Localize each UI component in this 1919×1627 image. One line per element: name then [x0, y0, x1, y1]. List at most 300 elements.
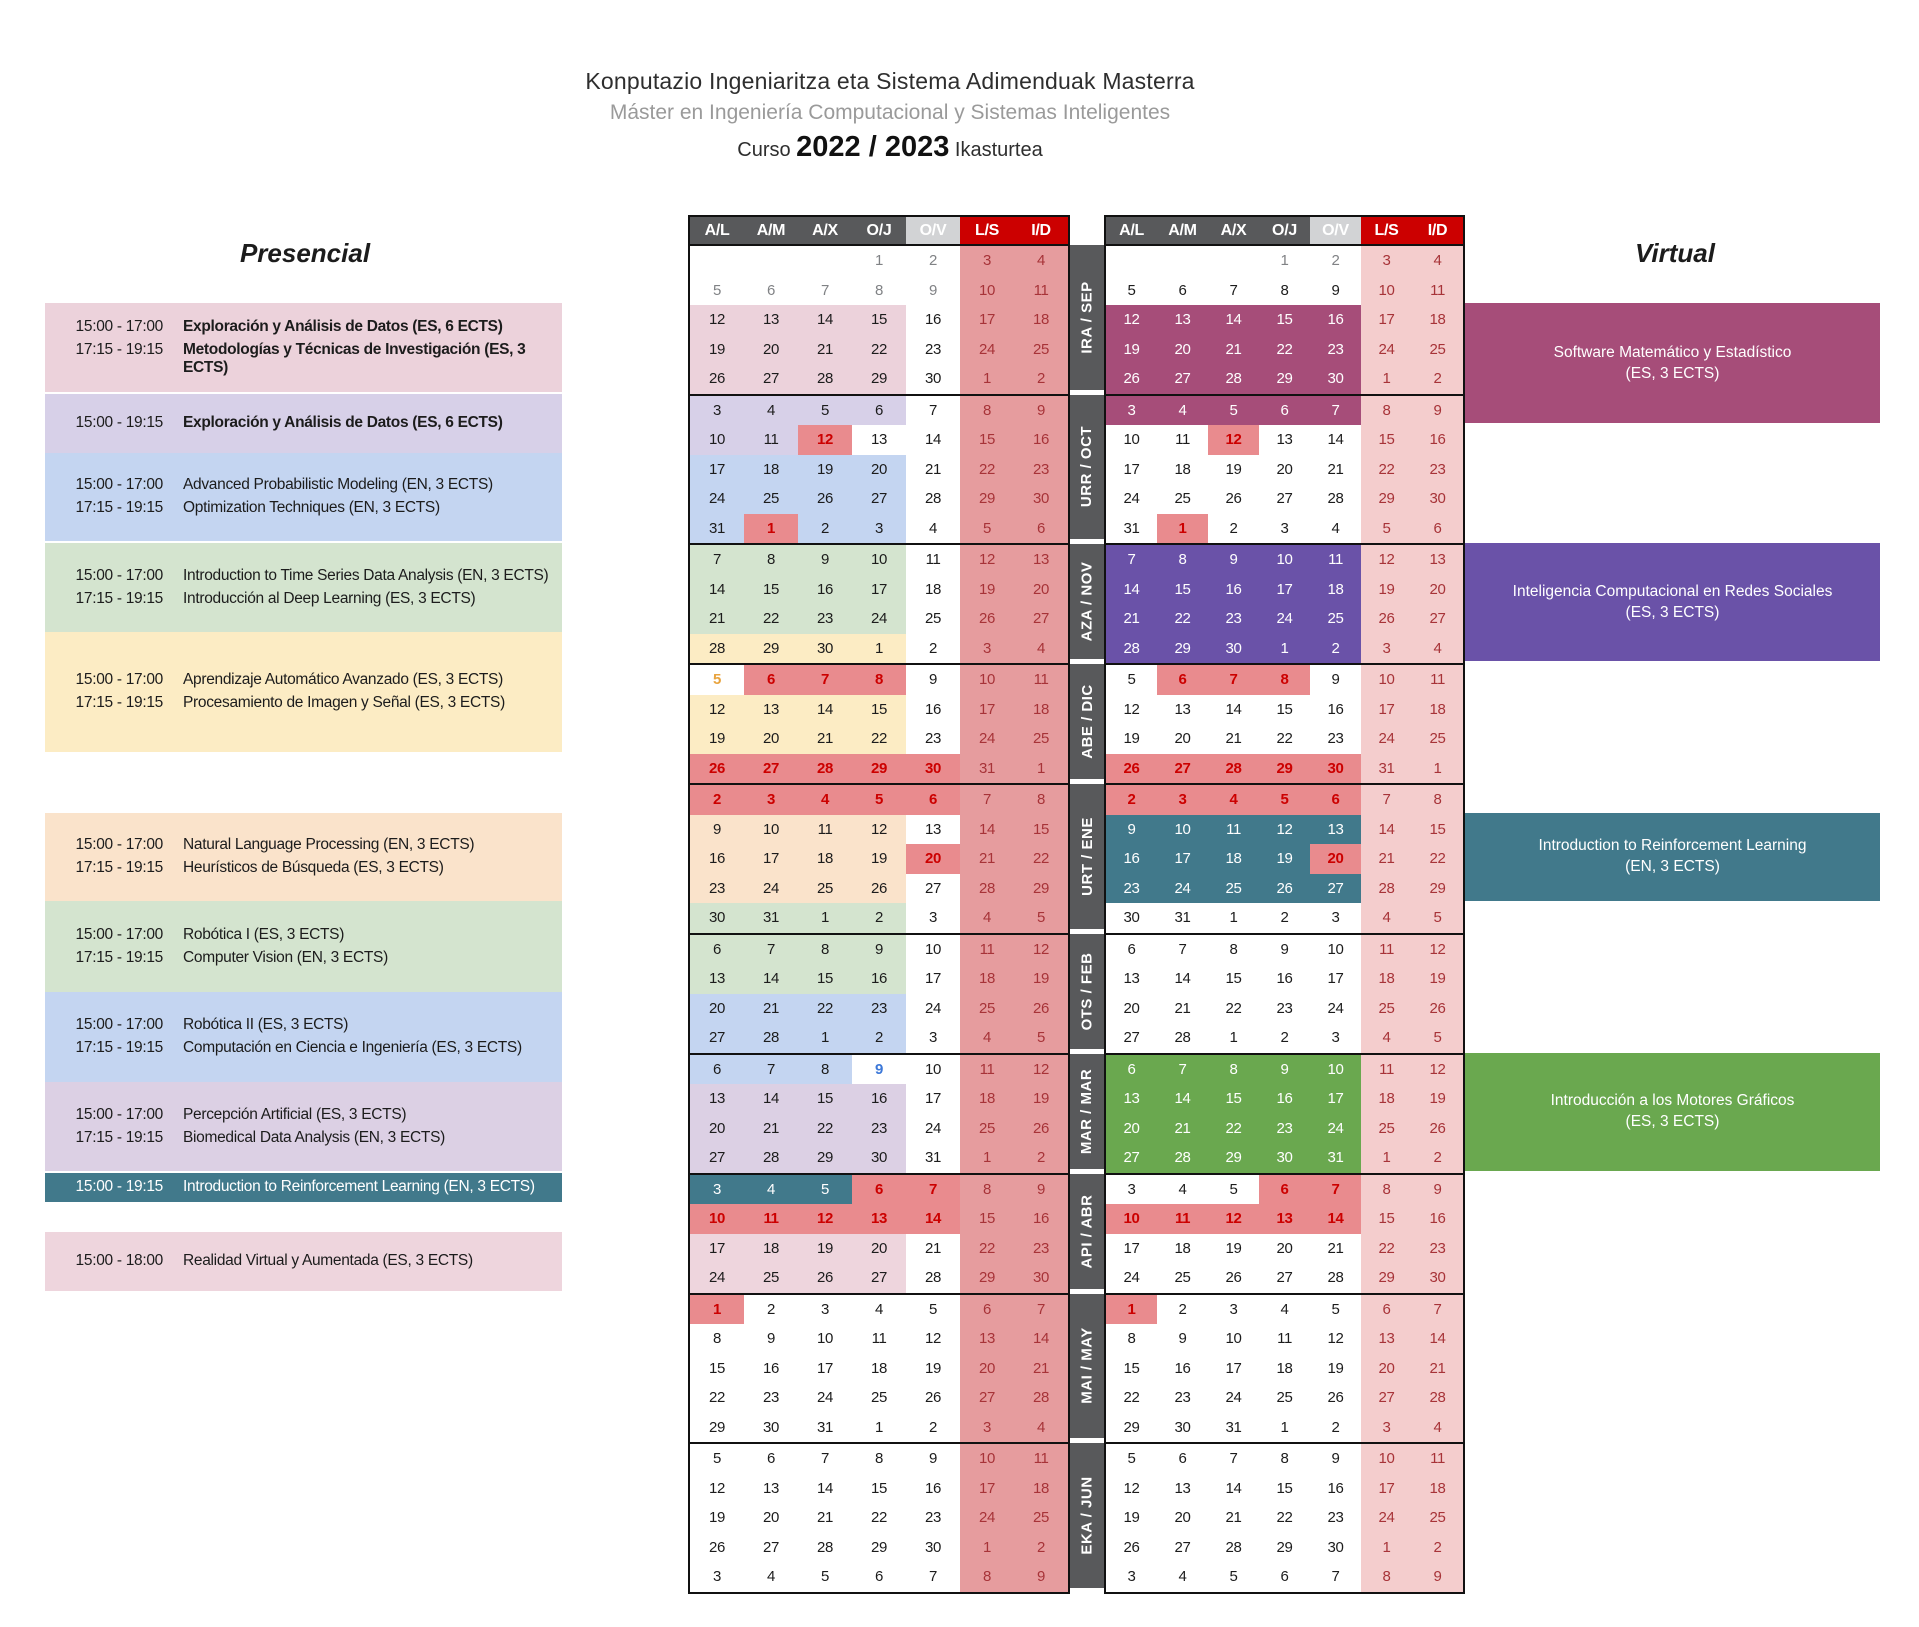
- day-number: 4: [929, 519, 937, 537]
- day-number: 21: [1327, 460, 1344, 478]
- day-number: 30: [1429, 490, 1446, 508]
- day-header-l-s: L/S: [960, 217, 1014, 244]
- day-number: 30: [817, 639, 833, 657]
- day-number: 1: [1382, 370, 1391, 388]
- day-number: 7: [1229, 281, 1238, 299]
- day-cell: [1157, 276, 1208, 306]
- day-cell: [1014, 484, 1068, 514]
- day-cell: [852, 1234, 906, 1264]
- day-number: 15: [709, 1359, 725, 1377]
- week-row: [690, 1023, 1068, 1053]
- day-number: 28: [1174, 1029, 1191, 1047]
- day-header-i-d: I/D: [1014, 217, 1068, 244]
- day-number: 6: [1280, 401, 1289, 419]
- week-row: [690, 1383, 1068, 1413]
- day-number: 26: [817, 1269, 833, 1287]
- day-number: 31: [925, 1149, 941, 1167]
- day-cell: [852, 754, 906, 784]
- week-row: [690, 844, 1068, 874]
- day-cell: [690, 1234, 744, 1264]
- day-cell: [798, 785, 852, 815]
- day-number: 5: [1331, 1300, 1340, 1318]
- day-number: 6: [1127, 940, 1136, 958]
- day-number: 24: [1123, 1269, 1140, 1287]
- month-label-text: EKA / JUN: [1078, 1476, 1096, 1555]
- course-time: 15:00 - 17:00: [75, 836, 163, 854]
- day-number: 12: [709, 1479, 725, 1497]
- day-cell: [1157, 1084, 1208, 1114]
- course-block-inner: [45, 926, 562, 967]
- day-number: 24: [979, 1509, 995, 1527]
- day-number: 17: [979, 700, 995, 718]
- day-number: 12: [817, 431, 833, 449]
- day-number: 12: [709, 700, 725, 718]
- day-cell: [1361, 396, 1412, 426]
- day-cell: [1310, 1204, 1361, 1234]
- day-cell: [906, 305, 960, 335]
- day-number: 21: [925, 460, 941, 478]
- day-number: 8: [767, 551, 775, 569]
- day-cell: [1412, 575, 1463, 605]
- day-cell: [690, 1444, 744, 1474]
- day-cell: [1157, 484, 1208, 514]
- day-number: 11: [1430, 671, 1445, 689]
- day-number: 7: [929, 401, 937, 419]
- week-row: [690, 455, 1068, 485]
- day-number: 7: [1331, 1568, 1340, 1586]
- day-number: 2: [1433, 370, 1442, 388]
- day-cell: [1361, 1263, 1412, 1293]
- week-row: [690, 964, 1068, 994]
- day-cell: [798, 1055, 852, 1085]
- day-cell: [1259, 1413, 1310, 1443]
- day-number: 27: [1123, 1029, 1140, 1047]
- day-cell: [1106, 844, 1157, 874]
- day-number: 29: [871, 370, 887, 388]
- day-cell: [744, 634, 798, 664]
- day-number: 6: [983, 1300, 991, 1318]
- day-number: 9: [767, 1330, 775, 1348]
- day-number: 27: [1276, 490, 1293, 508]
- day-cell: [1106, 964, 1157, 994]
- day-cell: [1310, 1114, 1361, 1144]
- day-cell: [1106, 1444, 1157, 1474]
- day-number: 11: [1430, 1450, 1445, 1468]
- day-cell: [690, 634, 744, 664]
- day-cell: [1259, 815, 1310, 845]
- day-cell: [798, 665, 852, 695]
- day-cell: [1106, 1023, 1157, 1053]
- day-cell: [1208, 455, 1259, 485]
- day-header-l-s: L/S: [1361, 217, 1412, 244]
- day-number: 1: [1280, 1418, 1289, 1436]
- day-cell: [1412, 276, 1463, 306]
- day-cell: [906, 246, 960, 276]
- day-number: 16: [1276, 970, 1293, 988]
- day-cell: [744, 305, 798, 335]
- day-cell: [744, 1503, 798, 1533]
- day-number: 26: [709, 759, 725, 777]
- day-number: 28: [925, 1269, 941, 1287]
- day-cell: [1208, 785, 1259, 815]
- day-number: 4: [1382, 1029, 1391, 1047]
- day-cell: [690, 305, 744, 335]
- day-number: 9: [1331, 1450, 1340, 1468]
- day-number: 1: [1229, 1029, 1238, 1047]
- day-cell: [798, 1533, 852, 1563]
- day-number: 3: [1127, 1180, 1136, 1198]
- day-cell: [1412, 695, 1463, 725]
- day-header-a-l: A/L: [1106, 217, 1157, 244]
- day-cell: [1310, 1413, 1361, 1443]
- day-number: 13: [1174, 700, 1191, 718]
- day-number: 15: [1123, 1359, 1140, 1377]
- week-row: [690, 935, 1068, 965]
- day-cell: [1014, 1234, 1068, 1264]
- day-cell: [798, 514, 852, 544]
- day-cell: [1361, 935, 1412, 965]
- day-number: 3: [713, 1180, 721, 1198]
- day-cell: [1157, 874, 1208, 904]
- day-cell: [1014, 695, 1068, 725]
- month-label-text: AZA / NOV: [1078, 561, 1096, 642]
- day-number: 21: [1378, 850, 1395, 868]
- day-cell: [690, 1474, 744, 1504]
- day-number: 14: [1174, 970, 1191, 988]
- day-cell: [1014, 994, 1068, 1024]
- month-label-text: MAR / MAR: [1078, 1068, 1096, 1154]
- day-cell: [1014, 874, 1068, 904]
- day-cell: [690, 695, 744, 725]
- day-cell: [1259, 1562, 1310, 1592]
- day-cell: [906, 396, 960, 426]
- day-cell: [1412, 246, 1463, 276]
- month-section: [690, 663, 1068, 783]
- day-cell: [1208, 1175, 1259, 1205]
- day-number: 5: [1433, 909, 1442, 927]
- day-cell: [1412, 1474, 1463, 1504]
- day-number: 30: [1033, 490, 1049, 508]
- day-cell: [1014, 1474, 1068, 1504]
- day-cell: [1157, 634, 1208, 664]
- day-cell: [960, 305, 1014, 335]
- day-number: 14: [1033, 1330, 1049, 1348]
- day-number: 25: [1327, 610, 1344, 628]
- day-cell: [1208, 1354, 1259, 1384]
- day-number: 24: [1327, 1119, 1344, 1137]
- day-number: 22: [709, 1389, 725, 1407]
- day-cell: [1157, 1562, 1208, 1592]
- week-row: [690, 665, 1068, 695]
- day-number: 7: [929, 1180, 937, 1198]
- day-cell: [1259, 695, 1310, 725]
- day-cell: [1208, 724, 1259, 754]
- day-cell: [744, 1234, 798, 1264]
- day-cell: [798, 1413, 852, 1443]
- day-number: 30: [1276, 1149, 1293, 1167]
- day-cell: [960, 1143, 1014, 1173]
- week-row: [1106, 396, 1463, 426]
- day-cell: [960, 335, 1014, 365]
- week-row: [1106, 964, 1463, 994]
- month-label-may: [1070, 1294, 1104, 1439]
- day-cell: [690, 874, 744, 904]
- day-number: 2: [713, 791, 721, 809]
- course-time: 17:15 - 19:15: [75, 589, 163, 607]
- day-number: 5: [1127, 281, 1136, 299]
- day-cell: [1014, 1295, 1068, 1325]
- day-number: 24: [1378, 340, 1395, 358]
- day-number: 8: [1127, 1330, 1136, 1348]
- day-number: 23: [1327, 340, 1344, 358]
- day-cell: [798, 1234, 852, 1264]
- day-cell: [1208, 1055, 1259, 1085]
- day-number: 10: [871, 551, 887, 569]
- course-line: [45, 341, 562, 377]
- day-cell: [960, 1175, 1014, 1205]
- week-row: [1106, 754, 1463, 784]
- day-cell: [1208, 1383, 1259, 1413]
- day-number: 27: [1123, 1149, 1140, 1167]
- day-number: 2: [1229, 519, 1238, 537]
- day-number: 15: [1174, 580, 1191, 598]
- day-number: 8: [1280, 281, 1289, 299]
- day-number: 8: [821, 1060, 829, 1078]
- week-row: [1106, 874, 1463, 904]
- day-number: 13: [1174, 311, 1191, 329]
- day-cell: [1310, 604, 1361, 634]
- day-number: 4: [1433, 252, 1442, 270]
- week-row: [1106, 1263, 1463, 1293]
- day-cell: [744, 1023, 798, 1053]
- day-cell: [1412, 1234, 1463, 1264]
- week-row: [690, 1143, 1068, 1173]
- day-cell: [744, 903, 798, 933]
- day-number: 24: [1123, 490, 1140, 508]
- day-cell: [1361, 1023, 1412, 1053]
- day-number: 13: [1378, 1330, 1395, 1348]
- day-cell: [1259, 514, 1310, 544]
- day-cell: [1259, 994, 1310, 1024]
- day-number: 1: [1280, 252, 1289, 270]
- day-number: 27: [763, 370, 779, 388]
- day-number: 6: [929, 791, 937, 809]
- day-cell: [798, 1175, 852, 1205]
- day-number: 24: [979, 730, 995, 748]
- day-number: 2: [1331, 639, 1340, 657]
- day-cell: [690, 1295, 744, 1325]
- day-number: 13: [709, 970, 725, 988]
- day-cell: [1259, 246, 1310, 276]
- month-label-text: URT / ENE: [1078, 816, 1096, 896]
- day-cell: [744, 724, 798, 754]
- day-cell: [1014, 724, 1068, 754]
- day-number: 29: [871, 759, 887, 777]
- day-cell: [906, 1114, 960, 1144]
- day-cell: [906, 514, 960, 544]
- day-cell: [1361, 305, 1412, 335]
- month-label-jun: [1070, 1443, 1104, 1588]
- course-line: [45, 567, 562, 585]
- day-cell: [798, 724, 852, 754]
- day-cell: [1106, 545, 1157, 575]
- day-number: 30: [925, 759, 941, 777]
- day-cell: [1106, 754, 1157, 784]
- day-number: 29: [1429, 879, 1446, 897]
- month-label-mar: [1070, 1054, 1104, 1169]
- week-row: [690, 785, 1068, 815]
- month-section: [690, 933, 1068, 1053]
- day-number: 16: [1033, 431, 1049, 449]
- course-name: Introduction to Time Series Data Analysis (EN, 3 ECTS): [183, 566, 549, 584]
- day-header-row: [690, 217, 1068, 244]
- day-number: 25: [871, 1389, 887, 1407]
- day-cell: [1208, 754, 1259, 784]
- day-number: 6: [1178, 671, 1187, 689]
- day-number: 22: [1378, 1239, 1395, 1257]
- day-number: 25: [1033, 340, 1049, 358]
- day-cell: [960, 1413, 1014, 1443]
- day-cell: [1014, 1324, 1068, 1354]
- day-number: 4: [1037, 1418, 1045, 1436]
- day-number: 18: [1174, 460, 1191, 478]
- day-cell: [852, 1383, 906, 1413]
- day-cell: [1310, 484, 1361, 514]
- day-number: 27: [1174, 759, 1191, 777]
- day-cell: [1014, 964, 1068, 994]
- day-number: 4: [1178, 1568, 1187, 1586]
- day-number: 2: [1433, 1149, 1442, 1167]
- day-cell: [852, 1413, 906, 1443]
- day-header-o-v: O/V: [906, 217, 960, 244]
- day-number: 2: [1280, 909, 1289, 927]
- day-number: 5: [1229, 1568, 1238, 1586]
- course-block: [45, 303, 562, 392]
- day-number: 3: [929, 1029, 937, 1047]
- week-row: [690, 1084, 1068, 1114]
- day-cell: [1259, 1354, 1310, 1384]
- day-cell: [1157, 1055, 1208, 1085]
- day-cell: [1259, 305, 1310, 335]
- day-cell: [960, 1562, 1014, 1592]
- course-line: [45, 926, 562, 944]
- day-header-o-j: O/J: [1259, 217, 1310, 244]
- day-cell: [1014, 844, 1068, 874]
- day-number: 30: [1033, 1269, 1049, 1287]
- day-number: 20: [1174, 1509, 1191, 1527]
- day-cell: [1106, 1263, 1157, 1293]
- day-number: 17: [1276, 580, 1293, 598]
- day-number: 19: [925, 1359, 941, 1377]
- day-cell: [1157, 1143, 1208, 1173]
- day-number: 15: [1225, 1090, 1242, 1108]
- day-cell: [1106, 1114, 1157, 1144]
- day-number: 12: [925, 1330, 941, 1348]
- day-number: 4: [983, 1029, 991, 1047]
- day-cell: [1259, 1023, 1310, 1053]
- day-cell: [1014, 1354, 1068, 1384]
- day-number: 3: [713, 401, 721, 419]
- day-header-a-m: A/M: [744, 217, 798, 244]
- day-number: 21: [1174, 1119, 1191, 1137]
- day-cell: [1310, 1354, 1361, 1384]
- month-section: [1106, 1293, 1463, 1443]
- day-cell: [960, 724, 1014, 754]
- day-number: 24: [1327, 999, 1344, 1017]
- day-number: 31: [763, 909, 779, 927]
- day-cell: [1361, 724, 1412, 754]
- day-number: 13: [763, 311, 779, 329]
- day-number: 31: [817, 1418, 833, 1436]
- day-number: 12: [1123, 700, 1140, 718]
- day-cell: [744, 455, 798, 485]
- day-cell: [852, 1444, 906, 1474]
- day-cell: [1361, 665, 1412, 695]
- day-cell: [744, 754, 798, 784]
- day-cell: [1106, 364, 1157, 394]
- day-number: 12: [1429, 940, 1446, 958]
- day-number: 26: [1225, 490, 1242, 508]
- day-cell: [1014, 1204, 1068, 1234]
- day-cell: [1259, 844, 1310, 874]
- day-cell: [1412, 964, 1463, 994]
- day-cell: [906, 994, 960, 1024]
- day-cell: [960, 364, 1014, 394]
- day-cell: [1157, 903, 1208, 933]
- day-cell: [852, 874, 906, 904]
- day-cell: [960, 903, 1014, 933]
- day-cell: [1361, 545, 1412, 575]
- day-cell: [798, 305, 852, 335]
- day-number: 1: [767, 519, 775, 537]
- day-cell: [1259, 1143, 1310, 1173]
- day-number: 31: [1225, 1418, 1242, 1436]
- day-cell: [1259, 335, 1310, 365]
- day-number: 16: [871, 970, 887, 988]
- day-cell: [744, 964, 798, 994]
- day-number: 7: [1382, 791, 1391, 809]
- day-number: 8: [713, 1330, 721, 1348]
- week-row: [690, 575, 1068, 605]
- day-number: 3: [1382, 639, 1391, 657]
- day-number: 11: [1226, 820, 1241, 838]
- day-cell: [1106, 1234, 1157, 1264]
- day-number: 1: [713, 1300, 721, 1318]
- day-number: 9: [1433, 401, 1442, 419]
- day-number: 8: [875, 1450, 883, 1468]
- day-number: 26: [1378, 610, 1395, 628]
- day-number: 10: [925, 1060, 941, 1078]
- day-cell: [1106, 815, 1157, 845]
- day-number: 7: [1178, 1060, 1187, 1078]
- day-number: 19: [1225, 1239, 1242, 1257]
- day-cell: [798, 1383, 852, 1413]
- day-cell: [744, 1474, 798, 1504]
- day-cell: [1259, 1234, 1310, 1264]
- day-number: 12: [1225, 431, 1242, 449]
- day-number: 29: [709, 1418, 725, 1436]
- day-number: 2: [1433, 1538, 1442, 1556]
- week-row: [690, 425, 1068, 455]
- day-cell: [1361, 903, 1412, 933]
- day-cell: [1014, 425, 1068, 455]
- day-number: 20: [1429, 580, 1446, 598]
- day-number: 20: [1123, 1119, 1140, 1137]
- day-cell: [852, 335, 906, 365]
- day-cell: [1361, 364, 1412, 394]
- day-cell: [1310, 1143, 1361, 1173]
- day-cell: [798, 844, 852, 874]
